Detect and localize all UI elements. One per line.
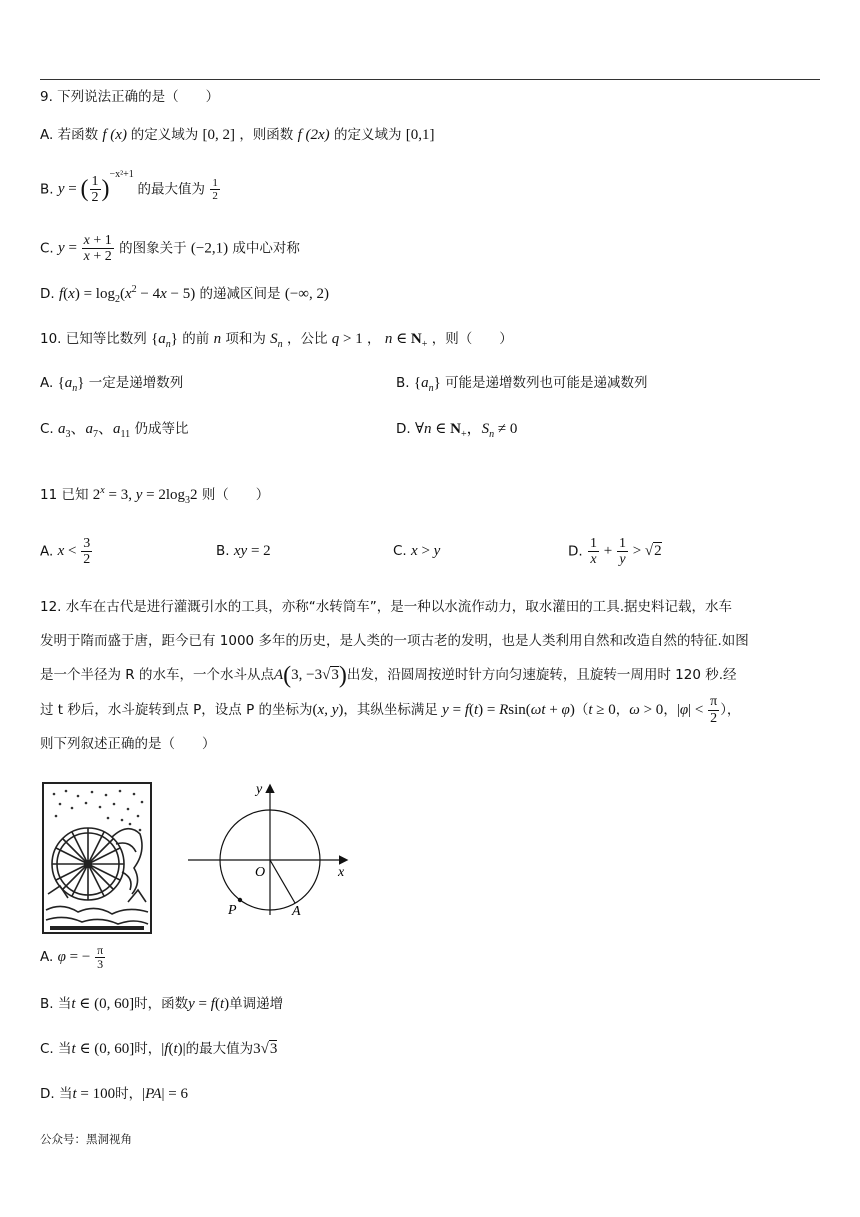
math-point: (−2,1)	[190, 240, 229, 257]
option-label: C.	[40, 421, 54, 437]
q9-option-b[interactable]: B. y = ( $\frac{1}{2}$ )$^{-x^2+1}$ 的最大值为 $\frac{1}{2}$	[40, 169, 218, 206]
math-sequence: $\{a_n\}$	[151, 331, 178, 350]
q11-stem: 11 已知 $2^x = 3$, $y = 2\log_32$ 则（ ）	[40, 485, 270, 506]
option-label: A.	[40, 127, 54, 143]
q12-stem: 12. 水车在古代是进行灌溉引水的工具，亦称“水转筒车”，是一种以水流作动力，取水灌田的工具.据史料记载，水车 发明于隋而盛于唐，距今已有 1000 多年的历史，是人类的一项古老的发明，也是人类利用自然和改造自然的特征.如图 是一个半径为 R 的水车，一个水斗从点A(3, −3√3)出发，沿圆周按逆时针方向匀速旋转，且旋转一周用时 120 秒.经 过 t 秒后，水斗旋转到点 P，设点 P 的坐标为(x, y)，其纵坐标满足 y = f(t) = Rsin(ωt + φ)（t ≥ 0，ω > 0，|φ| < $\frac{\pi}{2}$ ）， 则下列叙述正确的是（ ）	[40, 599, 749, 752]
option-label: A.	[40, 375, 54, 391]
option-label: B.	[396, 375, 410, 391]
q11-option-a[interactable]: A. x < $\frac{3}{2}$	[40, 536, 91, 568]
q9-option-d[interactable]: D. $f(x) = \log_2(x^2 - 4x - 5)$ 的递减区间是 (−∞, 2)	[40, 284, 329, 305]
q12-option-d[interactable]: D. 当t = 100时，|PA| = 6	[40, 1086, 189, 1102]
option-label: A.	[40, 949, 54, 966]
radius-OA	[270, 860, 295, 903]
q9-option-c[interactable]: C. y = $\frac{x + 1}{x + 2}$ 的图象关于 (−2,1) 成中心对称	[40, 233, 300, 265]
option-label: B.	[40, 181, 54, 198]
water-wheel-illustration	[42, 782, 152, 934]
option-label: B.	[40, 996, 54, 1012]
option-label: D.	[396, 421, 411, 437]
math-half: $\frac{1}{2}$	[212, 176, 218, 202]
origin-label: O	[255, 865, 266, 880]
math-interval: (−∞, 2)	[284, 286, 329, 302]
math-log-function: $f(x) = \log_2(x^2 - 4x - 5)$	[58, 284, 196, 305]
q12-option-c[interactable]: C. 当t ∈ (0, 60]时，|f(t)|的最大值为3√3	[40, 1041, 278, 1057]
circle-coordinate-diagram	[183, 780, 353, 920]
q11-option-c[interactable]: C. x > y	[393, 543, 441, 559]
q10-option-a[interactable]: A. $\{a_n\}$ 一定是递增数列	[40, 375, 184, 394]
math-power-expression: y = ( $\frac{1}{2}$ )$^{-x^2+1}$	[57, 169, 134, 206]
option-label: D.	[568, 543, 583, 560]
option-label: D.	[40, 1086, 55, 1102]
q10-option-b[interactable]: B. $\{a_n\}$ 可能是递增数列也可能是递减数列	[396, 375, 648, 394]
point-P-label: P	[228, 903, 237, 918]
q9-option-a[interactable]: A. 若函数 f (x) 的定义域为 [0, 2] ，则函数 f (2x) 的定义域为 [0,1]	[40, 127, 435, 143]
math-f-x: f (x)	[102, 127, 131, 143]
q11-option-d[interactable]: D. $\frac{1}{x}$ + $\frac{1}{y}$ > √2	[568, 536, 662, 568]
option-label: B.	[216, 543, 230, 559]
math-rational-function: y = $\frac{x + 1}{x + 2}$	[58, 233, 112, 265]
header-rule	[40, 79, 820, 80]
option-label: C.	[393, 543, 407, 559]
point-A-label: A	[292, 904, 301, 919]
option-label: A.	[40, 543, 54, 560]
math-f-2x: f (2x)	[297, 127, 330, 143]
option-label: C.	[40, 1041, 54, 1057]
math-interval: [0,1]	[405, 127, 435, 143]
math-point-A: A(3, −3√3)	[273, 662, 347, 689]
math-interval: [0, 2]	[202, 127, 236, 143]
footer-note: 公众号：黑洞视角	[40, 1132, 132, 1146]
y-axis-label: y	[256, 782, 263, 797]
option-label: D.	[40, 286, 55, 302]
x-axis-label: x	[338, 865, 345, 880]
q10-stem: 10. 已知等比数列 $\{a_n\}$ 的前 n 项和为 $S_n$ ，公比 q > 1 ， n ∈ $N_+$ ，则（ ）	[40, 331, 513, 350]
point-P	[238, 898, 242, 902]
q11-option-b[interactable]: B. xy = 2	[216, 543, 271, 559]
q12-option-a[interactable]: A. φ = − $\frac{\pi}{3}$	[40, 943, 104, 972]
q9-stem: 9. 下列说法正确的是（ ）	[40, 89, 220, 105]
q12-option-b[interactable]: B. 当t ∈ (0, 60]时，函数y = f(t)单调递增	[40, 996, 284, 1012]
option-label: C.	[40, 240, 54, 257]
q10-option-d[interactable]: D. ∀n ∈ $N_+$，$S_n \ne 0$	[396, 421, 518, 440]
q10-option-c[interactable]: C. $a_3$、$a_7$、$a_{11}$ 仍成等比	[40, 421, 189, 440]
